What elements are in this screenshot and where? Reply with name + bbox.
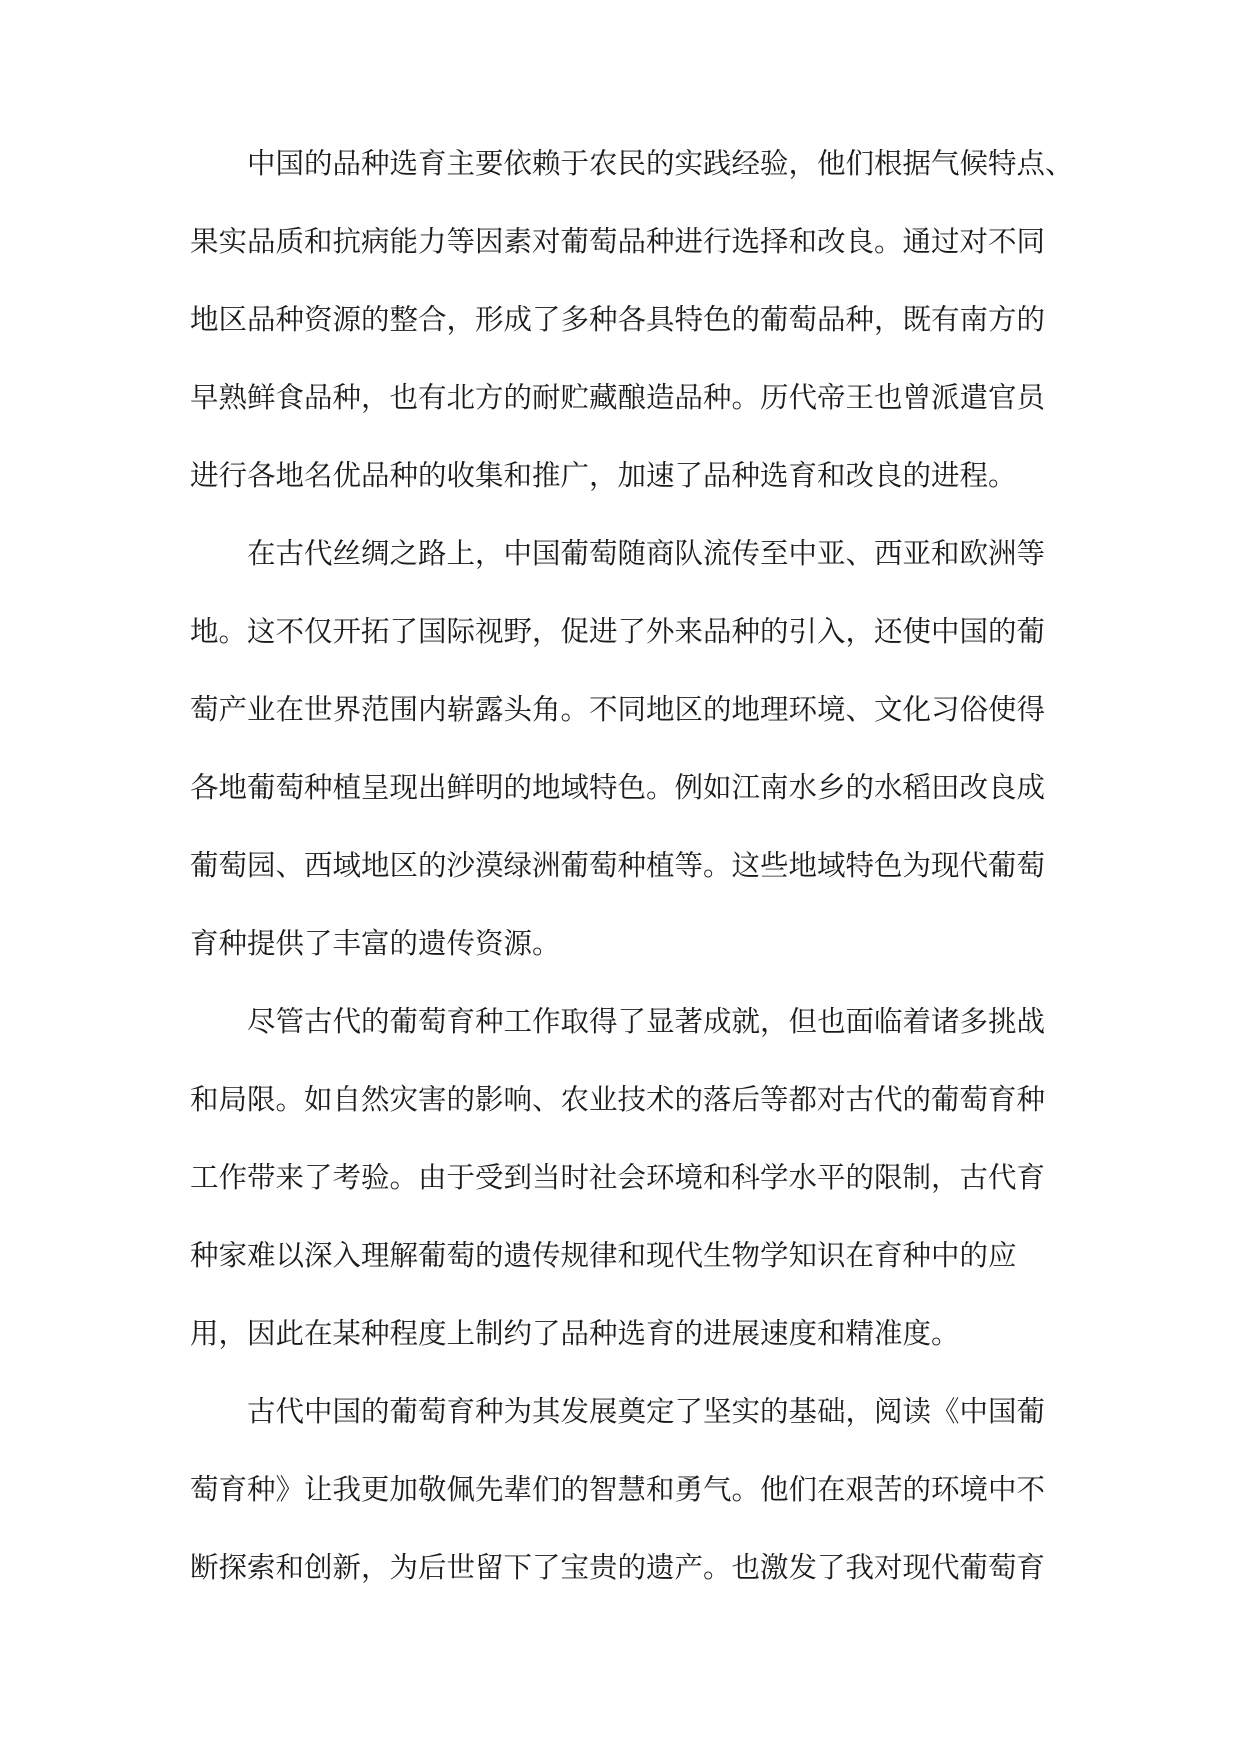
paragraph-1-line-1: 中国的品种选育主要依赖于农民的实践经验，他们根据气候特点、	[247, 147, 1074, 180]
paragraph-1-line-2: 果实品质和抗病能力等因素对葡萄品种进行选择和改良。通过对不同	[190, 225, 1046, 258]
paragraph-3-line-2: 和局限。如自然灾害的影响、农业技术的落后等都对古代的葡萄育种	[190, 1083, 1046, 1116]
paragraph-4-line-1: 古代中国的葡萄育种为其发展奠定了坚实的基础，阅读《中国葡	[247, 1395, 1046, 1428]
paragraph-1-line-3: 地区品种资源的整合，形成了多种各具特色的葡萄品种，既有南方的	[190, 303, 1046, 336]
paragraph-2-line-2: 地。这不仅开拓了国际视野，促进了外来品种的引入，还使中国的葡	[190, 615, 1046, 648]
paragraph-3-line-5: 用，因此在某种程度上制约了品种选育的进展速度和精准度。	[190, 1317, 960, 1350]
paragraph-2-line-6: 育种提供了丰富的遗传资源。	[190, 927, 561, 960]
paragraph-1-line-4: 早熟鲜食品种，也有北方的耐贮藏酿造品种。历代帝王也曾派遣官员	[190, 381, 1046, 414]
paragraph-1-line-5: 进行各地名优品种的收集和推广，加速了品种选育和改良的进程。	[190, 459, 1017, 492]
paragraph-2-line-1: 在古代丝绸之路上，中国葡萄随商队流传至中亚、西亚和欧洲等	[247, 537, 1046, 570]
paragraph-3-line-3: 工作带来了考验。由于受到当时社会环境和科学水平的限制，古代育	[190, 1161, 1046, 1194]
paragraph-2-line-3: 萄产业在世界范围内崭露头角。不同地区的地理环境、文化习俗使得	[190, 693, 1046, 726]
paragraph-2-line-4: 各地葡萄种植呈现出鲜明的地域特色。例如江南水乡的水稻田改良成	[190, 771, 1046, 804]
paragraph-3-line-4: 种家难以深入理解葡萄的遗传规律和现代生物学知识在育种中的应	[190, 1239, 1017, 1272]
paragraph-2-line-5: 葡萄园、西域地区的沙漠绿洲葡萄种植等。这些地域特色为现代葡萄	[190, 849, 1046, 882]
paragraph-3-line-1: 尽管古代的葡萄育种工作取得了显著成就，但也面临着诸多挑战	[247, 1005, 1046, 1038]
paragraph-4-line-3: 断探索和创新，为后世留下了宝贵的遗产。也激发了我对现代葡萄育	[190, 1551, 1046, 1584]
paragraph-4-line-2: 萄育种》让我更加敬佩先辈们的智慧和勇气。他们在艰苦的环境中不	[190, 1473, 1046, 1506]
